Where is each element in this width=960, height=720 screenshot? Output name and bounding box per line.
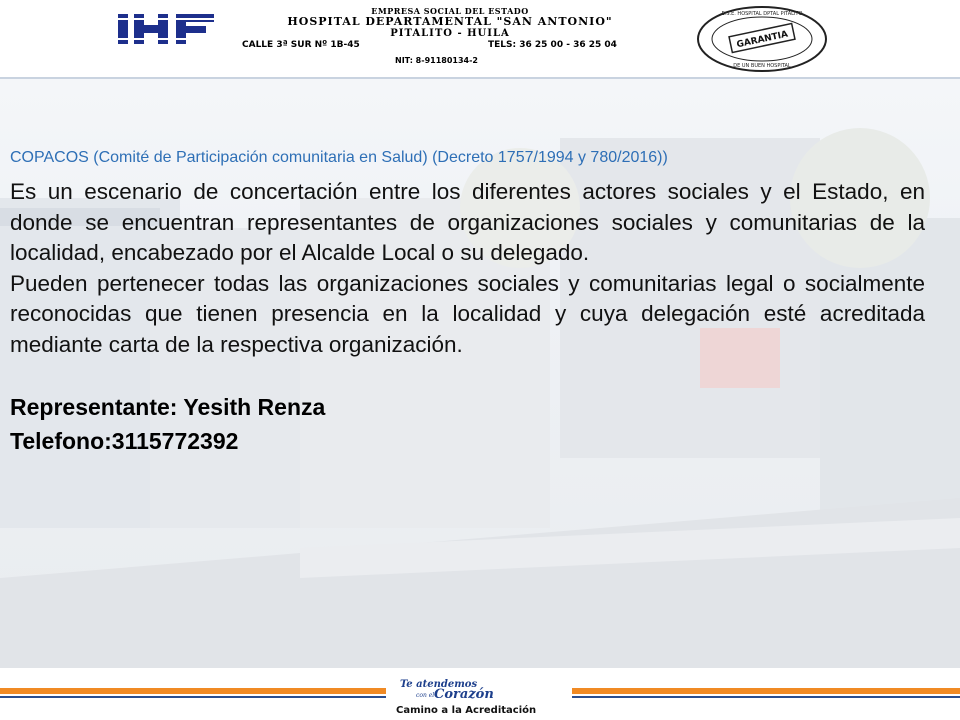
representative-name: Representante: Yesith Renza: [10, 394, 326, 420]
slogan-tagline: Camino a la Acreditación: [396, 705, 537, 716]
hospital-nit: NIT: 8-91180134-2: [395, 56, 478, 65]
seal-top-text: E.S.E. HOSPITAL DPTAL PITALITO: [721, 11, 803, 17]
guarantee-seal-icon: [694, 4, 830, 79]
hospital-address: CALLE 3ª SUR Nº 1B-45: [242, 40, 360, 50]
seal-bottom-text: DE UN BUEN HOSPITAL: [733, 63, 791, 69]
main-content: [10, 146, 925, 456]
slogan-line1: Te atendemos: [400, 679, 478, 690]
hospital-city: PITALITO - HUILA: [390, 28, 510, 39]
slogan-small: con el: [416, 692, 435, 699]
footer-slogan: [386, 676, 572, 720]
description-paragraph: Es un escenario de concertación entre los diferentes actores sociales y el Estado, en donde se encuentran representantes de organizaciones sociales y comunitarias de la localidad, encabezado por el Alcalde Local o su delegado.: [10, 179, 925, 265]
hospital-name-block: [225, 6, 675, 39]
letterhead: [0, 0, 960, 78]
representative-phone: Telefono:3115772392: [10, 428, 239, 454]
seal-center-text: GARANTIA: [735, 29, 790, 51]
header-divider: [0, 77, 960, 79]
hospital-phones: TELS: 36 25 00 - 36 25 04: [488, 40, 617, 50]
entity-type: EMPRESA SOCIAL DEL ESTADO: [371, 6, 529, 16]
hospital-name: HOSPITAL DEPARTAMENTAL "SAN ANTONIO": [287, 15, 613, 28]
slogan-line2: Corazón: [434, 687, 494, 702]
ihf-logo: [118, 14, 218, 49]
slide-subtitle: COPACOS (Comité de Participación comunitaria en Salud) (Decreto 1757/1994 y 780/2016)): [10, 149, 668, 166]
membership-paragraph: Pueden pertenecer todas las organizaciones sociales y comunitarias legal o socialmente reconocidas que tienen presencia en la localidad y cuya delegación esté acreditada mediante carta de la respectiva organización.: [10, 270, 925, 357]
